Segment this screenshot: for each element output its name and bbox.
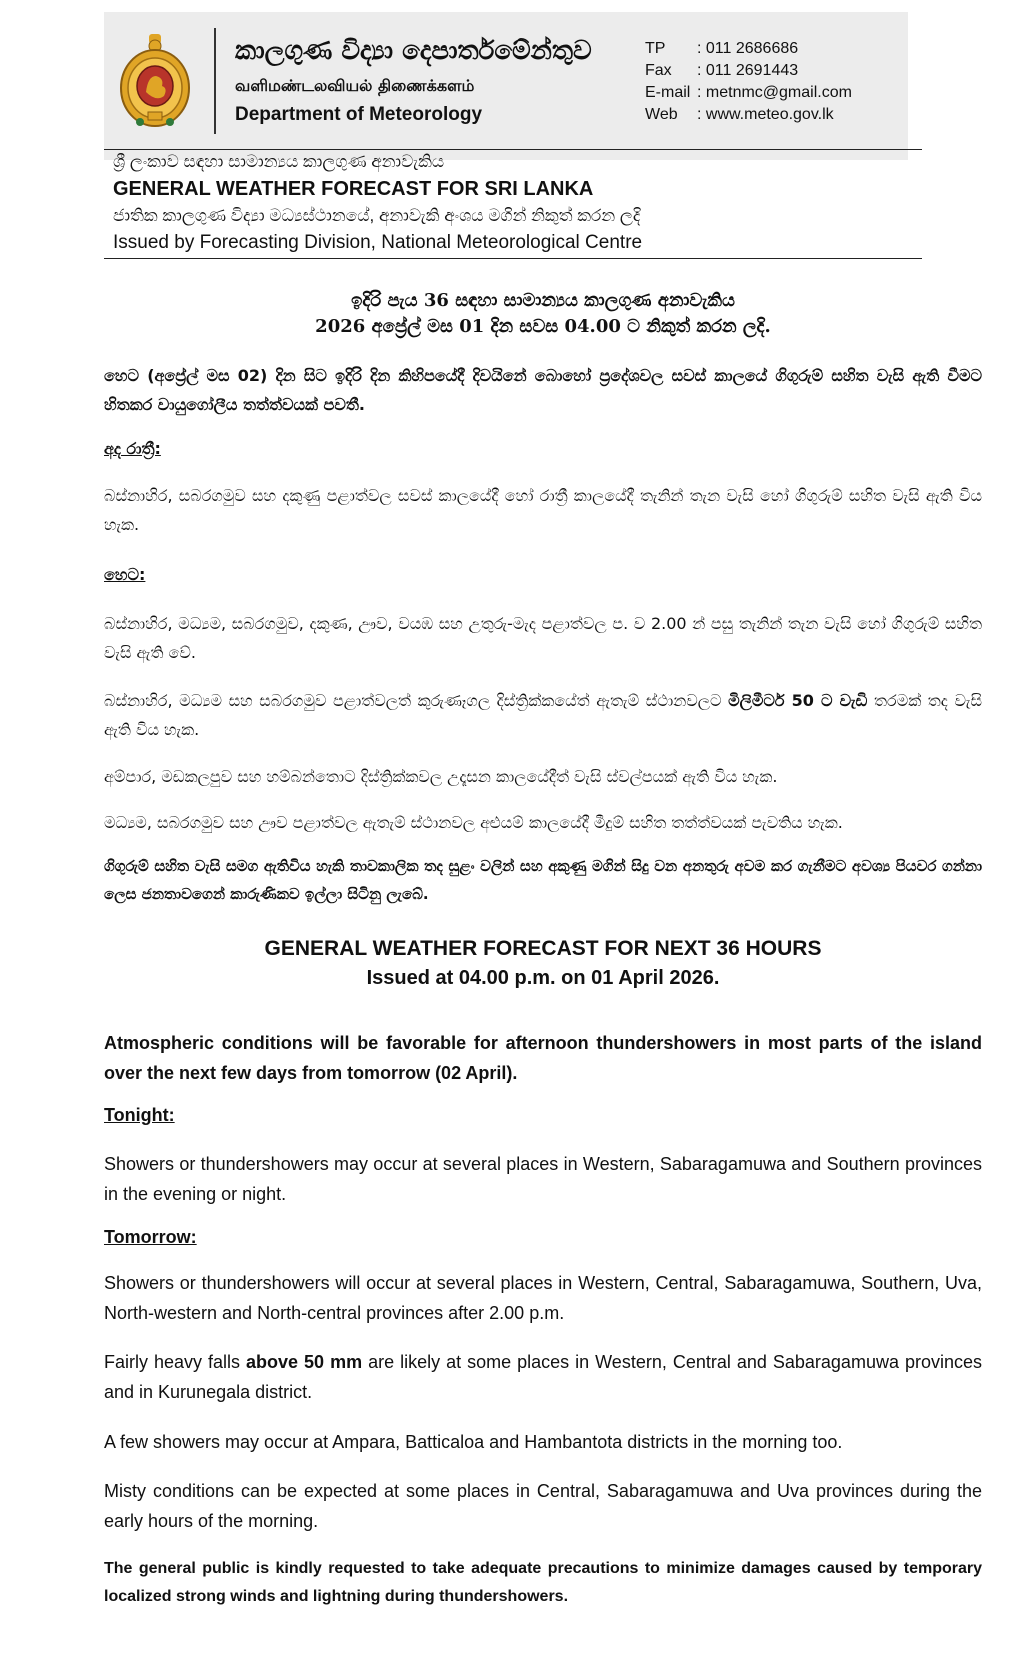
contact-label: TP [645,40,666,57]
sinhala-heading-2: 2026 අප්‍රේල් මස 01 දින සවස 04.00 ට නිකුත් කරන ලදි. [315,316,771,337]
issued-by-english: Issued by Forecasting Division, National Meteorological Centre [113,232,643,253]
sinhala-tomorrow-label: හෙට: [104,565,146,584]
department-name-sinhala: කාලගුණ විද්‍යා දෙපාර්තමේන්තුව [235,36,592,66]
contact-row-tp [645,38,852,60]
sinhala-tomorrow-4: මධ්‍යම, සබරගමුව සහ ඌව පළාත්වල ඇතැම් ස්ථානවල අළුයම් කාලයේදී මීදුම් සහිත තත්ත්වයක් පැවතිය හැක. [104,813,843,832]
english-tomorrow-3: A few showers may occur at Ampara, Batticaloa and Hambantota districts in the morning too. [104,1432,843,1452]
sinhala-tonight-label: අද රාත්‍රී: [104,439,161,458]
english-summary: Atmospheric conditions will be favorable for afternoon thundershowers in most parts of the island over the next few days from tomorrow (02 April). [104,1033,982,1083]
sinhala-tonight-text: බස්නාහිර, සබරගමුව සහ දකුණු පළාත්වල සවස් කාලයේදී හෝ රාත්‍රී කාලයේදී තැනින් තැන වැසි හෝ ගිගුරුම් සහිත වැසි ඇති විය හැක. [104,486,982,534]
header-rule-top [104,149,922,150]
contact-row-web [645,104,852,126]
department-name-tamil: வளிமண்டலவியல் திணைக்களம் [235,76,475,95]
english-tonight-label: Tonight: [104,1105,175,1125]
contact-label: Web [645,106,678,123]
english-heading-1: GENERAL WEATHER FORECAST FOR NEXT 36 HOURS [264,937,822,960]
contact-value: : www.meteo.gov.lk [697,106,834,123]
sinhala-tomorrow-2-end: තරමක් තද වැසි ඇති විය හැක. [104,691,982,739]
issued-by-sinhala: ජාතික කාලගුණ විද්‍යා මධ්‍යස්ථානයේ, අනාවැකි අංශය මගින් නිකුත් කරන ලදි [113,206,641,225]
sinhala-warning: ගිගුරුම් සහිත වැසි සමග ඇතිවිය හැකි තාවකාලික තද සුළං වලින් සහ අකුණු මගින් සිදු වන අනතුරු අවම කර ගැනීමට අවශ්‍ය පියවර ගන්නා ලෙස ජනතාවගෙන් කාරුණිකව ඉල්ලා සිටිනු ලැබේ. [104,857,982,903]
english-tomorrow-1: Showers or thundershowers will occur at several places in Western, Central, Sabaragamuwa, Southern, Uva, North-western and North-central provinces after 2.00 p.m. [104,1273,982,1323]
english-tomorrow-label: Tomorrow: [104,1227,197,1247]
english-tomorrow-2-start: Fairly heavy falls [104,1352,247,1372]
department-name-english: Department of Meteorology [235,104,483,125]
header-rule-bottom [104,258,922,259]
contact-label: Fax [645,62,672,79]
sinhala-rainfall-amount: මිලිමීටර් 50 ට වැඩි [728,691,868,710]
english-tomorrow-4: Misty conditions can be expected at some places in Central, Sabaragamuwa and Uva provinces during the early hours of the morning. [104,1481,982,1531]
sinhala-heading-1: ඉදිරි පැය 36 සඳහා සාමාන්‍යය කාලගුණ අනාවැකිය [351,290,735,311]
contact-row-fax [645,60,852,82]
contact-value: : 011 2686686 [697,40,799,57]
forecast-title-english: GENERAL WEATHER FORECAST FOR SRI LANKA [113,178,594,200]
contact-row-email [645,82,852,104]
contact-value: : 011 2691443 [697,62,799,79]
contact-block [645,38,852,126]
contact-value: : metnmc@gmail.com [697,84,852,101]
sri-lanka-emblem-icon [118,32,192,130]
english-tomorrow-2 [104,1347,982,1407]
forecast-title-sinhala: ශ්‍රී ලංකාව සඳහා සාමාන්‍යය කාලගුණ අනාවැකිය [113,152,445,171]
sinhala-tomorrow-1: බස්නාහිර, මධ්‍යම, සබරගමුව, දකුණ, ඌව, වයඹ සහ උතුරු-මැද පළාත්වල ප. ව 2.00 න් පසු තැනින් තැන වැසි හෝ ගිගුරුම් සහිත වැසි ඇති වේ. [104,614,982,662]
sinhala-summary: හෙට (අප්‍රේල් මස 02) දින සිට ඉදිරි දින කිහිපයේදී දිවයිනේ බොහෝ ප්‍රදේශවල සවස් කාලයේ ගිගුරුම් සහිත වැසි ඇති වීමට හිතකර වායුගෝලීය තත්ත්වයක් පවතී. [104,366,982,414]
english-heading-2: Issued at 04.00 p.m. on 01 April 2026. [366,967,720,989]
english-rainfall-amount: above 50 mm [246,1352,363,1372]
english-warning: The general public is kindly requested to take adequate precautions to minimize damages caused by temporary localized strong winds and lightning during thundershowers. [104,1560,982,1605]
english-tonight-text: Showers or thundershowers may occur at several places in Western, Sabaragamuwa and Southern provinces in the evening or night. [104,1154,982,1204]
english-tomorrow-2-end: are likely at some places in Western, Central and Sabaragamuwa provinces and in Kurunegala district. [104,1352,982,1402]
sinhala-tomorrow-2-start: බස්නාහිර, මධ්‍යම සහ සබරගමුව පළාත්වලත් කුරුණෑගල දිස්ත්‍රික්කයේත් ඇතැම් ස්ථානවලට [104,691,729,710]
sinhala-tomorrow-3: අම්පාර, මඩකලපුව සහ හම්බන්තොට දිස්ත්‍රික්කවල උදෑසන කාලයේදීත් වැසි ස්වල්පයක් ඇති විය හැක. [104,767,778,786]
contact-label: E-mail [645,84,691,101]
sinhala-tomorrow-2 [104,686,982,744]
header-divider [214,28,216,134]
